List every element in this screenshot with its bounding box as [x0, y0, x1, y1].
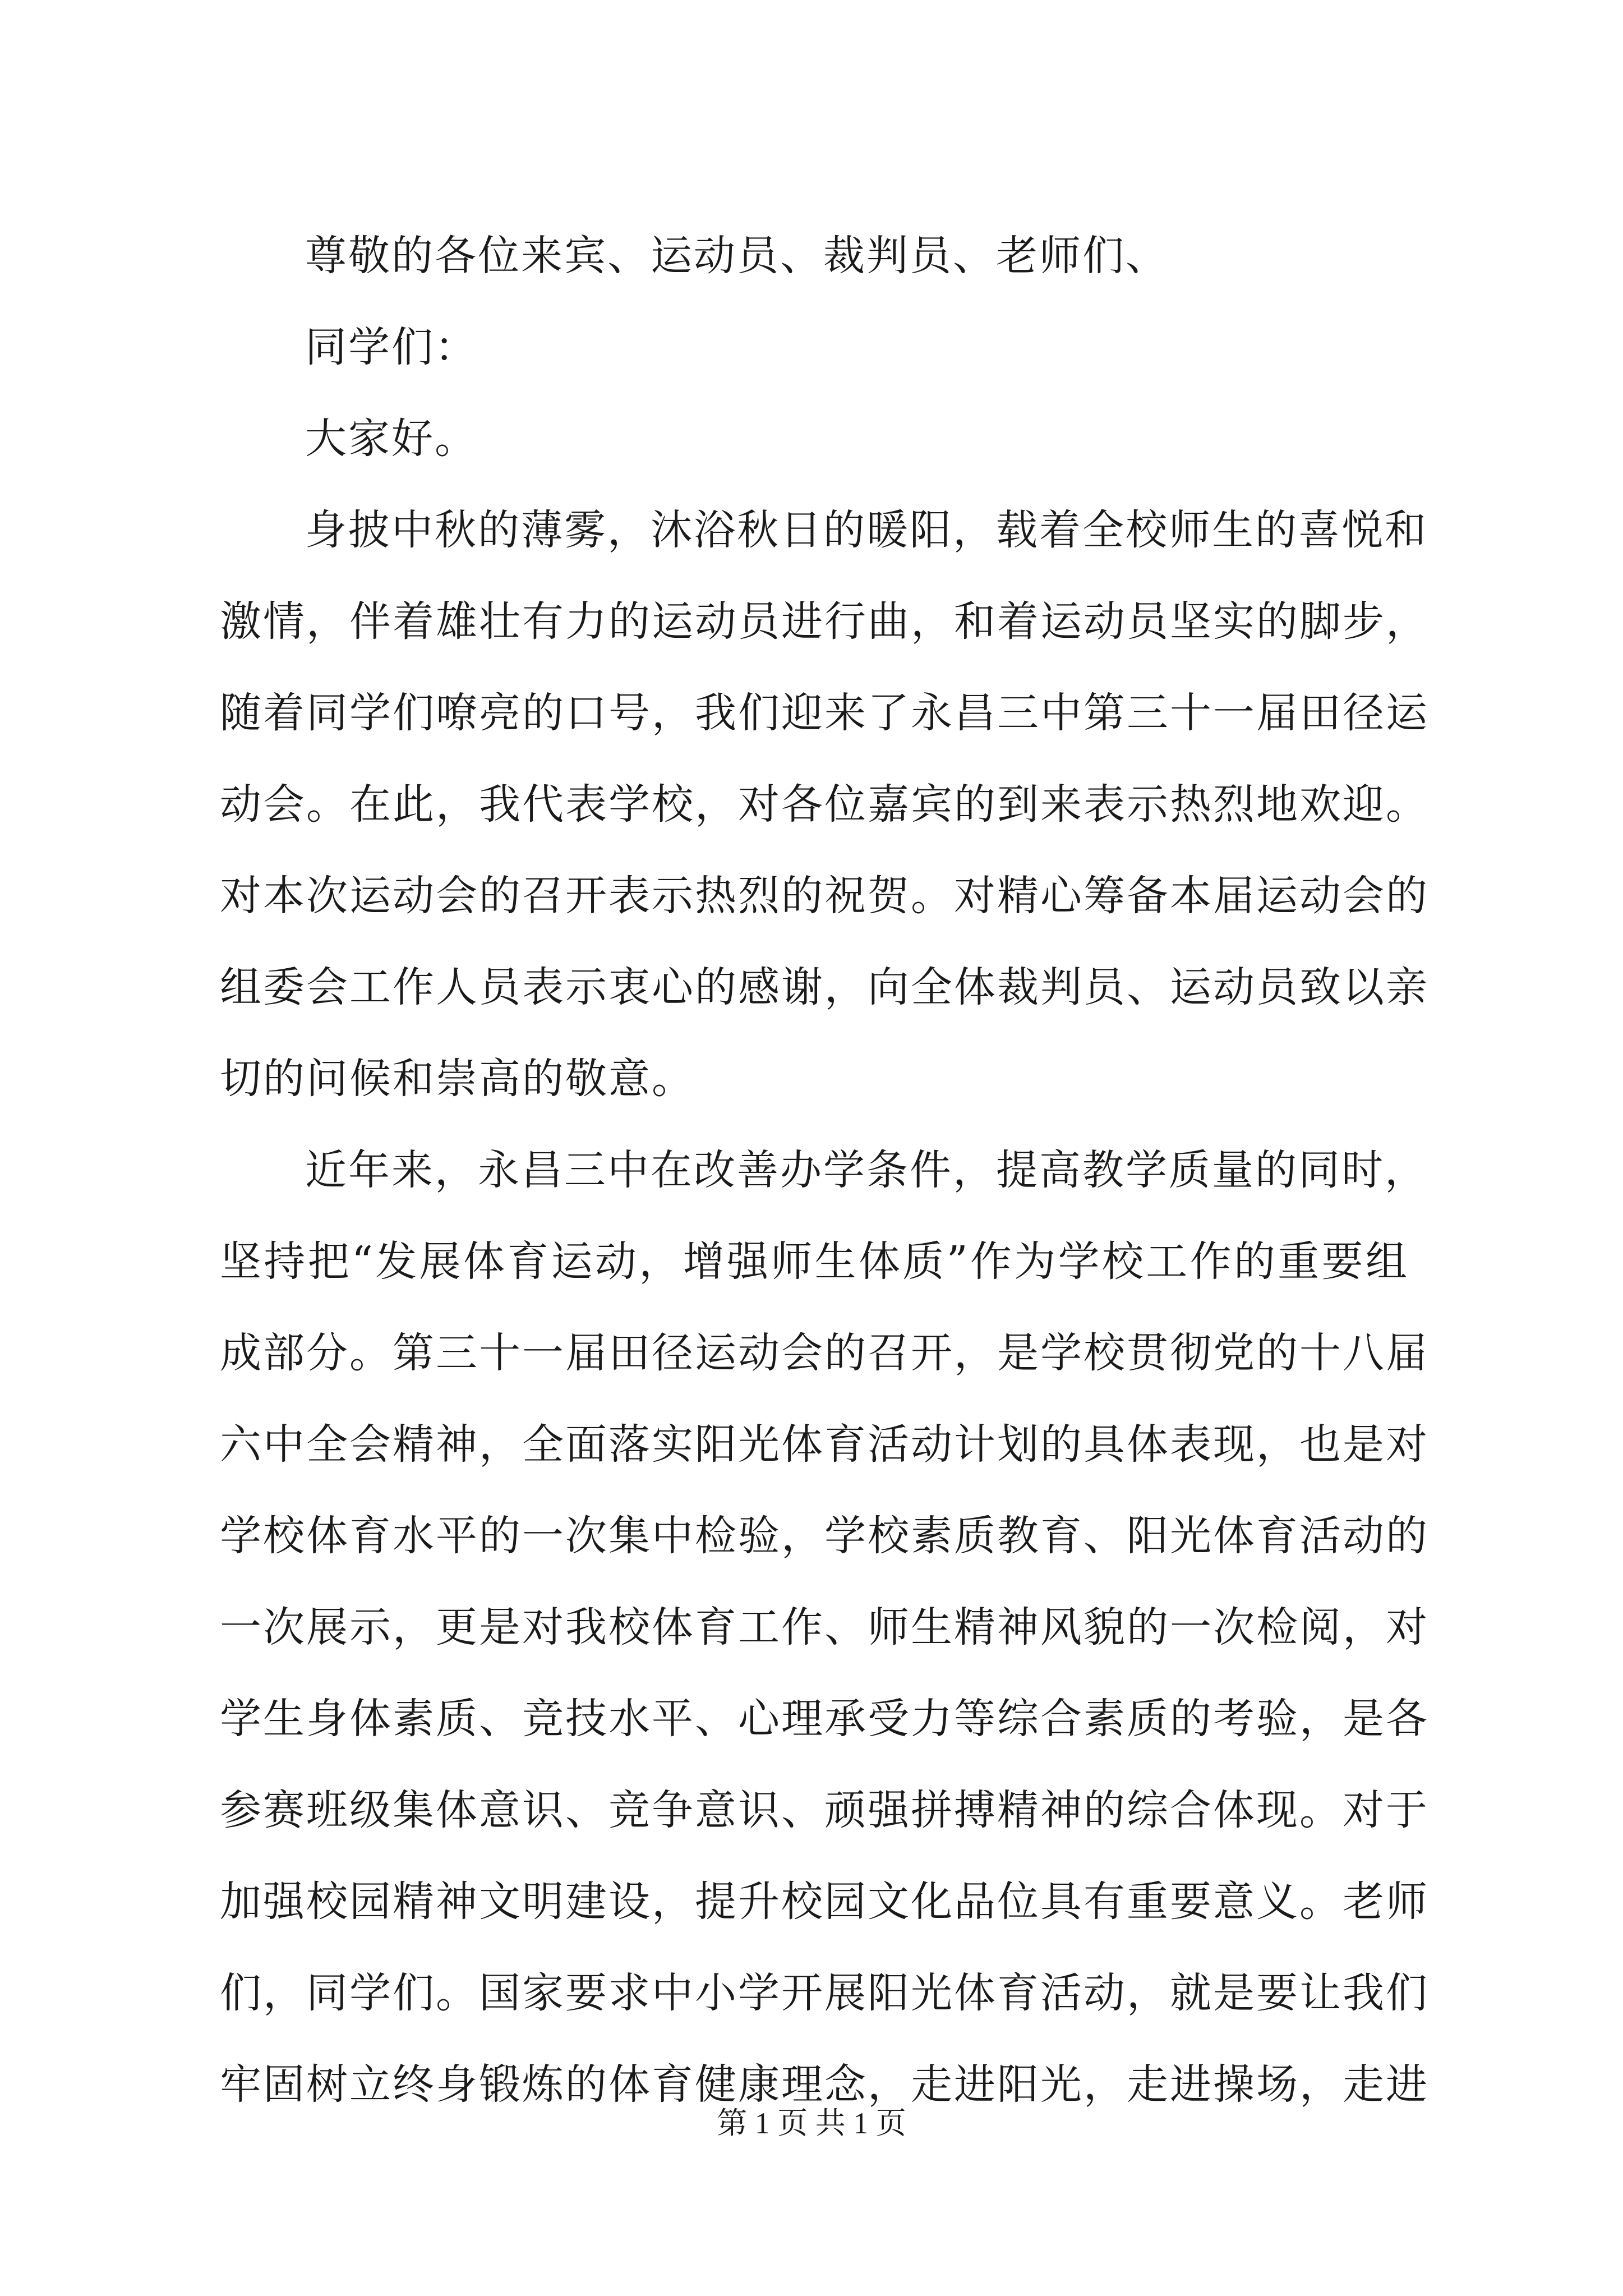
paragraph-line: 身披中秋的薄雾，沐浴秋日的暖阳，载着全校师生的喜悦和 — [305, 506, 1428, 554]
paragraph-line: 加强校园精神文明建设，提升校园文化品位具有重要意义。老师 — [220, 1878, 1429, 1926]
paragraph-line: 组委会工作人员表示衷心的感谢，向全体裁判员、运动员致以亲 — [220, 963, 1429, 1011]
paragraph-line: 激情，伴着雄壮有力的运动员进行曲，和着运动员坚实的脚步， — [220, 597, 1429, 646]
paragraph-line: 动会。在此，我代表学校，对各位嘉宾的到来表示热烈地欢迎。 — [220, 780, 1429, 829]
paragraph-line: 坚持把“发展体育运动，增强师生体质”作为学校工作的重要组 — [220, 1237, 1409, 1286]
paragraph-line: 们，同学们。国家要求中小学开展阳光体育活动，就是要让我们 — [220, 1969, 1429, 2017]
page-number-footer: 第 1 页 共 1 页 — [717, 2106, 906, 2140]
paragraph-line: 切的问候和崇高的敬意。 — [220, 1055, 695, 1103]
greeting-line: 大家好。 — [305, 415, 478, 463]
paragraph-line: 随着同学们嘹亮的口号，我们迎来了永昌三中第三十一届田径运 — [220, 689, 1429, 737]
paragraph-line: 一次展示，更是对我校体育工作、师生精神风貌的一次检阅，对 — [220, 1603, 1429, 1651]
paragraph-line: 成部分。第三十一届田径运动会的召开，是学校贯彻党的十八届 — [220, 1329, 1429, 1377]
paragraph-line: 对本次运动会的召开表示热烈的祝贺。对精心筹备本届运动会的 — [220, 872, 1429, 920]
paragraph-line: 学生身体素质、竞技水平、心理承受力等综合素质的考验，是各 — [220, 1695, 1429, 1743]
paragraph-line: 牢固树立终身锻炼的体育健康理念，走进阳光，走进操场，走进 — [220, 2060, 1429, 2109]
paragraph-line: 参赛班级集体意识、竞争意识、顽强拼搏精神的综合体现。对于 — [220, 1786, 1429, 1834]
document-body — [220, 210, 1429, 2131]
paragraph-line: 近年来，永昌三中在改善办学条件，提高教学质量的同时， — [305, 1146, 1428, 1194]
salutation-line: 同学们： — [305, 323, 478, 371]
salutation-line: 尊敬的各位来宾、运动员、裁判员、老师们、 — [305, 232, 1169, 280]
paragraph-line: 六中全会精神，全面落实阳光体育活动计划的具体表现，也是对 — [220, 1420, 1429, 1469]
paragraph-line: 学校体育水平的一次集中检验，学校素质教育、阳光体育活动的 — [220, 1512, 1429, 1560]
